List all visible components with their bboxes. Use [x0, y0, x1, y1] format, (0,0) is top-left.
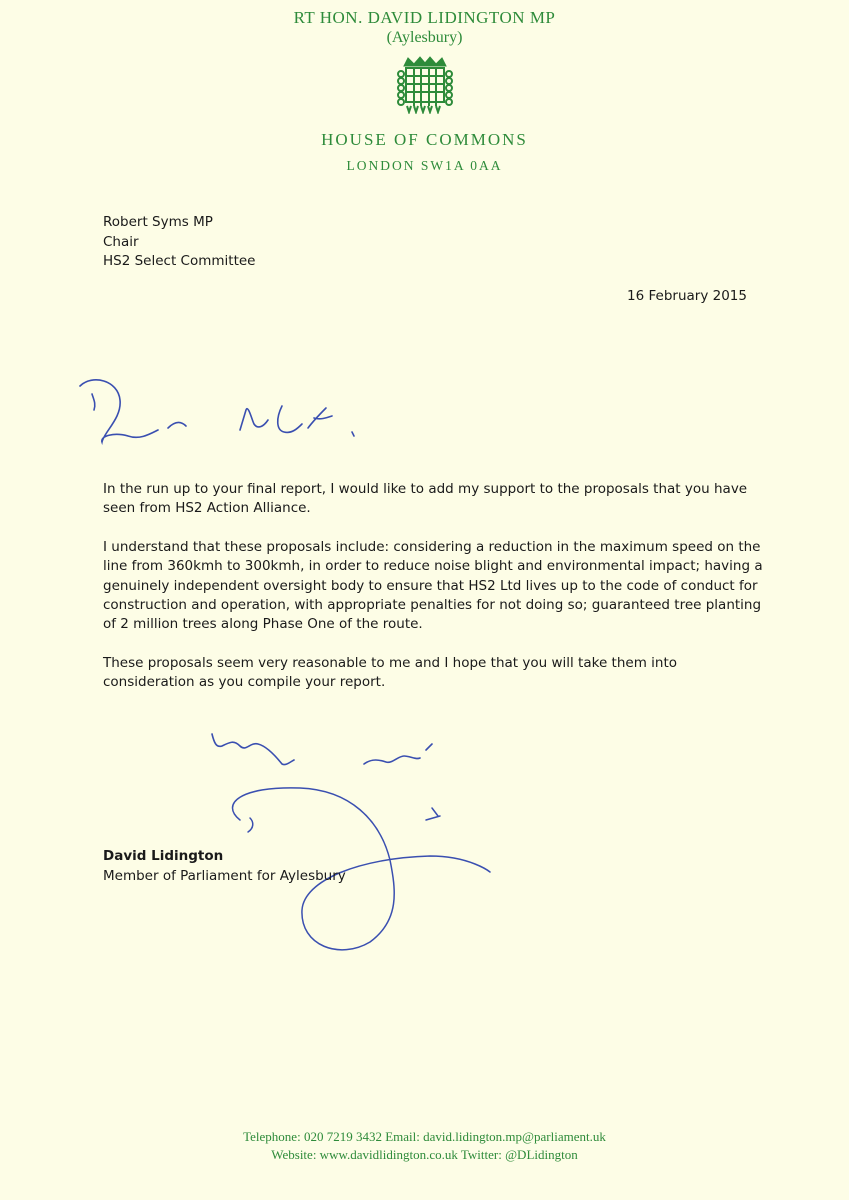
recipient-name: Robert Syms MP	[103, 214, 213, 230]
footer-web: Website: www.davidlidington.co.uk Twitter: @DLidington	[271, 1147, 578, 1162]
constituency: (Aylesbury)	[386, 29, 463, 46]
recipient-block	[103, 213, 255, 272]
letter-date: 16 February 2015	[627, 288, 747, 304]
signer-block	[103, 847, 346, 886]
signer-name: David Lidington	[103, 848, 224, 864]
paragraph-2: I understand that these proposals include: considering a reduction in the maximum speed on the line from 360kmh to 300kmh, in order to reduce noise blight and environmental impact; having a genuinely independent oversight body to ensure that HS2 Ltd lives up to the code of conduct for construction and operation, with appropriate penalties for not doing so; guaranteed tree planting of 2 million trees along Phase One of the route.	[103, 538, 763, 633]
handwritten-salutation	[70, 370, 390, 450]
paragraph-3: These proposals seem very reasonable to me and I hope that you will take them into consideration as you compile your report.	[103, 654, 677, 691]
portcullis-icon	[394, 54, 456, 114]
letter-footer	[0, 1128, 849, 1164]
mp-name: RT HON. DAVID LIDINGTON MP	[293, 8, 556, 27]
recipient-committee: HS2 Select Committee	[103, 253, 256, 269]
signer-title: Member of Parliament for Aylesbury	[103, 867, 346, 884]
paragraph-1: In the run up to your final report, I would like to add my support to the proposals that you have seen from HS2 Action Alliance.	[103, 481, 748, 517]
letter-body	[103, 480, 763, 712]
house-address: LONDON SW1A 0AA	[346, 158, 503, 173]
letterhead	[0, 8, 849, 175]
recipient-role: Chair	[103, 233, 139, 250]
house-name: HOUSE OF COMMONS	[321, 130, 528, 149]
footer-contact: Telephone: 020 7219 3432 Email: david.lidington.mp@parliament.uk	[243, 1129, 606, 1144]
